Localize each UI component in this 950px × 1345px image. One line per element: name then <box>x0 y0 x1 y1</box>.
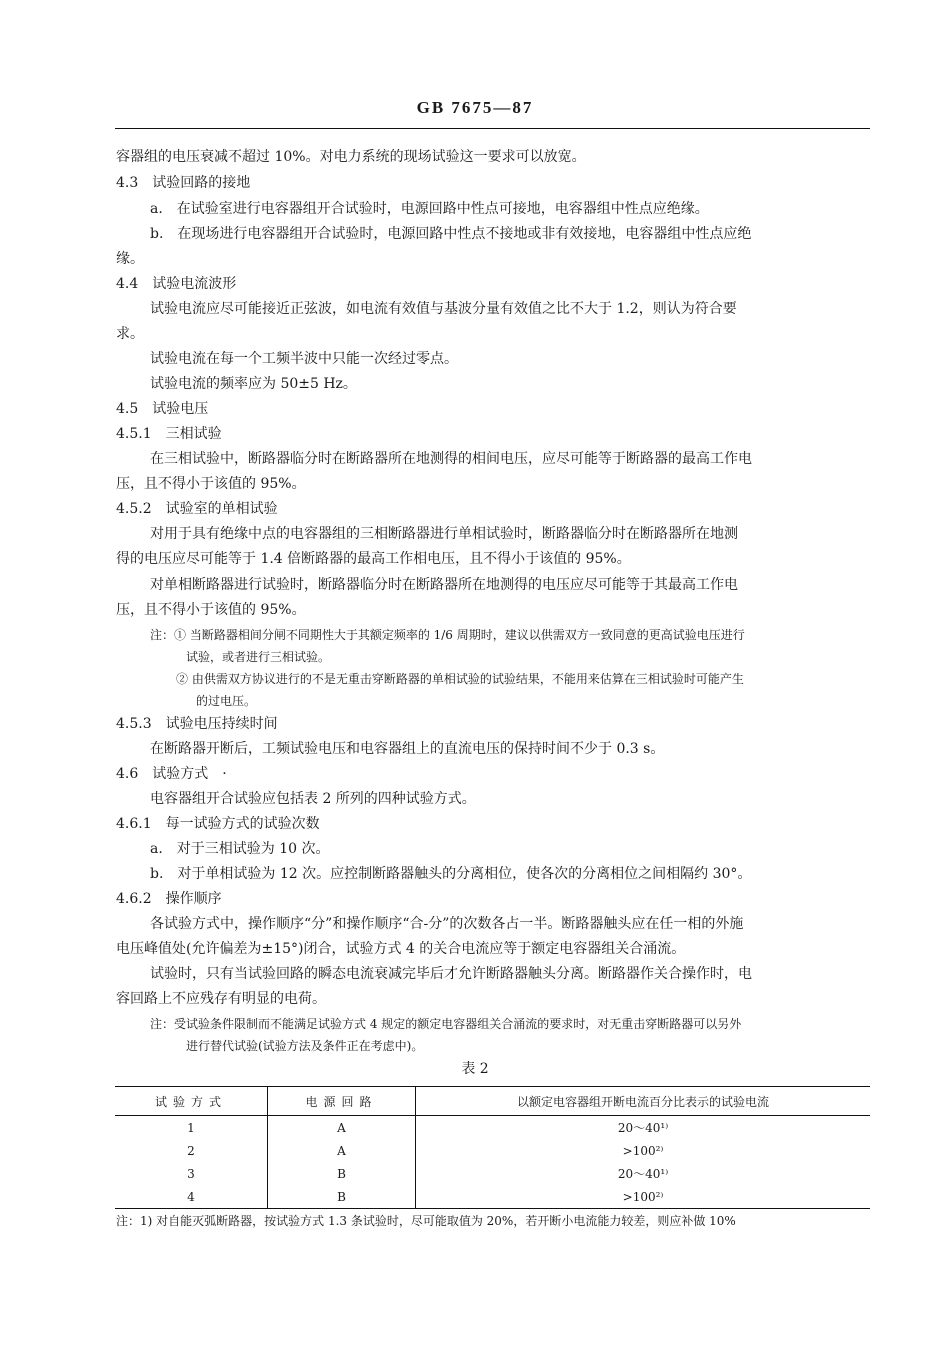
text-line: 电压峰值处(允许偏差为±15°)闭合，试验方式 4 的关合电流应等于额定电容器组关合涌流。 <box>116 941 686 957</box>
table-cell: >100²⁾ <box>416 1185 871 1209</box>
text-line: 容器组的电压衰减不超过 10%。对电力系统的现场试验这一要求可以放宽。 <box>116 149 586 165</box>
text-line: 在三相试验中，断路器临分时在断路器所在地测得的相间电压，应尽可能等于断路器的最高工作电 <box>150 451 752 467</box>
text-line: 在断路器开断后，工频试验电压和电容器组上的直流电压的保持时间不少于 0.3 s。 <box>150 741 665 757</box>
list-item-b: b. 对于单相试验为 12 次。应控制断路器触头的分离相位，使各次的分离相位之间相隔约 30°。 <box>150 866 752 882</box>
table-footnote: 注：1) 对自能灭弧断路器，按试验方式 1.3 条试验时，尽可能取值为 20%，若开断小电流能力较差，则应补做 10% <box>116 1214 736 1228</box>
section-heading: 4.3 试验回路的接地 <box>116 175 251 191</box>
table-caption: 表 2 <box>461 1061 489 1077</box>
table-cell: 4 <box>187 1189 195 1204</box>
text-line: 各试验方式中，操作顺序“分”和操作顺序“合-分”的次数各占一半。断路器触头应在任一相的外施 <box>150 916 744 932</box>
table-cell: A <box>268 1116 416 1140</box>
standard-code-header: GB 7675—87 <box>416 98 534 117</box>
section-heading: 4.6 试验方式 · <box>116 766 227 782</box>
text-line: 对用于具有绝缘中点的电容器组的三相断路器进行单相试验时，断路器临分时在断路器所在地测 <box>150 526 738 542</box>
text-line: 压，且不得小于该值的 95%。 <box>116 602 306 618</box>
list-item-b: b. 在现场进行电容器组开合试验时，电源回路中性点不接地或非有效接地，电容器组中性点应绝 <box>150 226 752 242</box>
text-line: 压，且不得小于该值的 95%。 <box>116 476 306 492</box>
table-row <box>115 1185 870 1209</box>
table-row <box>115 1116 870 1140</box>
note-line: 试验，或者进行三相试验。 <box>186 650 331 664</box>
table-cell: 20～40¹⁾ <box>416 1162 871 1185</box>
note-line: 注：① 当断路器相间分闸不同期性大于其额定频率的 1/6 周期时，建议以供需双方一致同意的更高试验电压进行 <box>150 628 745 642</box>
text-line: 缘。 <box>116 251 144 267</box>
section-heading: 4.5.1 三相试验 <box>116 426 222 442</box>
table-row <box>115 1162 870 1185</box>
list-item-a: a. 在试验室进行电容器组开合试验时，电源回路中性点可接地，电容器组中性点应绝缘。 <box>150 201 709 217</box>
section-heading: 4.5.2 试验室的单相试验 <box>116 501 278 517</box>
table-cell: B <box>268 1185 416 1209</box>
note-line: 进行替代试验(试验方法及条件正在考虑中)。 <box>186 1039 424 1053</box>
column-header: 电源回路 <box>268 1087 416 1116</box>
note-line: 的过电压。 <box>196 694 257 708</box>
text-line: 试验电流的频率应为 50±5 Hz。 <box>150 376 357 392</box>
list-item-a: a. 对于三相试验为 10 次。 <box>150 841 330 857</box>
header-divider <box>115 128 870 129</box>
table-cell: B <box>268 1162 416 1185</box>
section-heading: 4.6.2 操作顺序 <box>116 891 222 907</box>
note-line: ② 由供需双方协议进行的不是无重击穿断路器的单相试验的试验结果，不能用来估算在三相试验时可能产生 <box>176 672 744 686</box>
table-cell: 1 <box>187 1120 195 1135</box>
text-line: 对单相断路器进行试验时，断路器临分时在断路器所在地测得的电压应尽可能等于其最高工作电 <box>150 577 738 593</box>
text-line: 电容器组开合试验应包括表 2 所列的四种试验方式。 <box>150 791 476 807</box>
table-cell: A <box>268 1139 416 1162</box>
table-cell: 20～40¹⁾ <box>416 1116 871 1140</box>
table-cell: 3 <box>187 1166 195 1181</box>
section-heading: 4.5.3 试验电压持续时间 <box>116 716 278 732</box>
column-header: 以额定电容器组开断电流百分比表示的试验电流 <box>416 1087 871 1116</box>
text-line: 试验电流在每一个工频半波中只能一次经过零点。 <box>150 351 458 367</box>
text-line: 求。 <box>116 326 144 342</box>
note-line: 注：受试验条件限制而不能满足试验方式 4 规定的额定电容器组关合涌流的要求时，对无重击穿断路器可以另外 <box>150 1017 742 1031</box>
table-cell: 2 <box>187 1143 195 1158</box>
section-heading: 4.4 试验电流波形 <box>116 276 237 292</box>
column-header: 试验方式 <box>115 1087 268 1116</box>
text-line: 试验电流应尽可能接近正弦波，如电流有效值与基波分量有效值之比不大于 1.2，则认为符合要 <box>150 301 737 317</box>
section-heading: 4.6.1 每一试验方式的试验次数 <box>116 816 320 832</box>
section-heading: 4.5 试验电压 <box>116 401 209 417</box>
text-line: 试验时，只有当试验回路的瞬态电流衰减完毕后才允许断路器触头分离。断路器作关合操作时，电 <box>150 966 752 982</box>
table-row <box>115 1139 870 1162</box>
text-line: 得的电压应尽可能等于 1.4 倍断路器的最高工作相电压，且不得小于该值的 95%。 <box>116 551 631 567</box>
text-line: 容回路上不应残存有明显的电荷。 <box>116 991 326 1007</box>
test-mode-table <box>115 1086 870 1209</box>
table-cell: >100²⁾ <box>416 1139 871 1162</box>
